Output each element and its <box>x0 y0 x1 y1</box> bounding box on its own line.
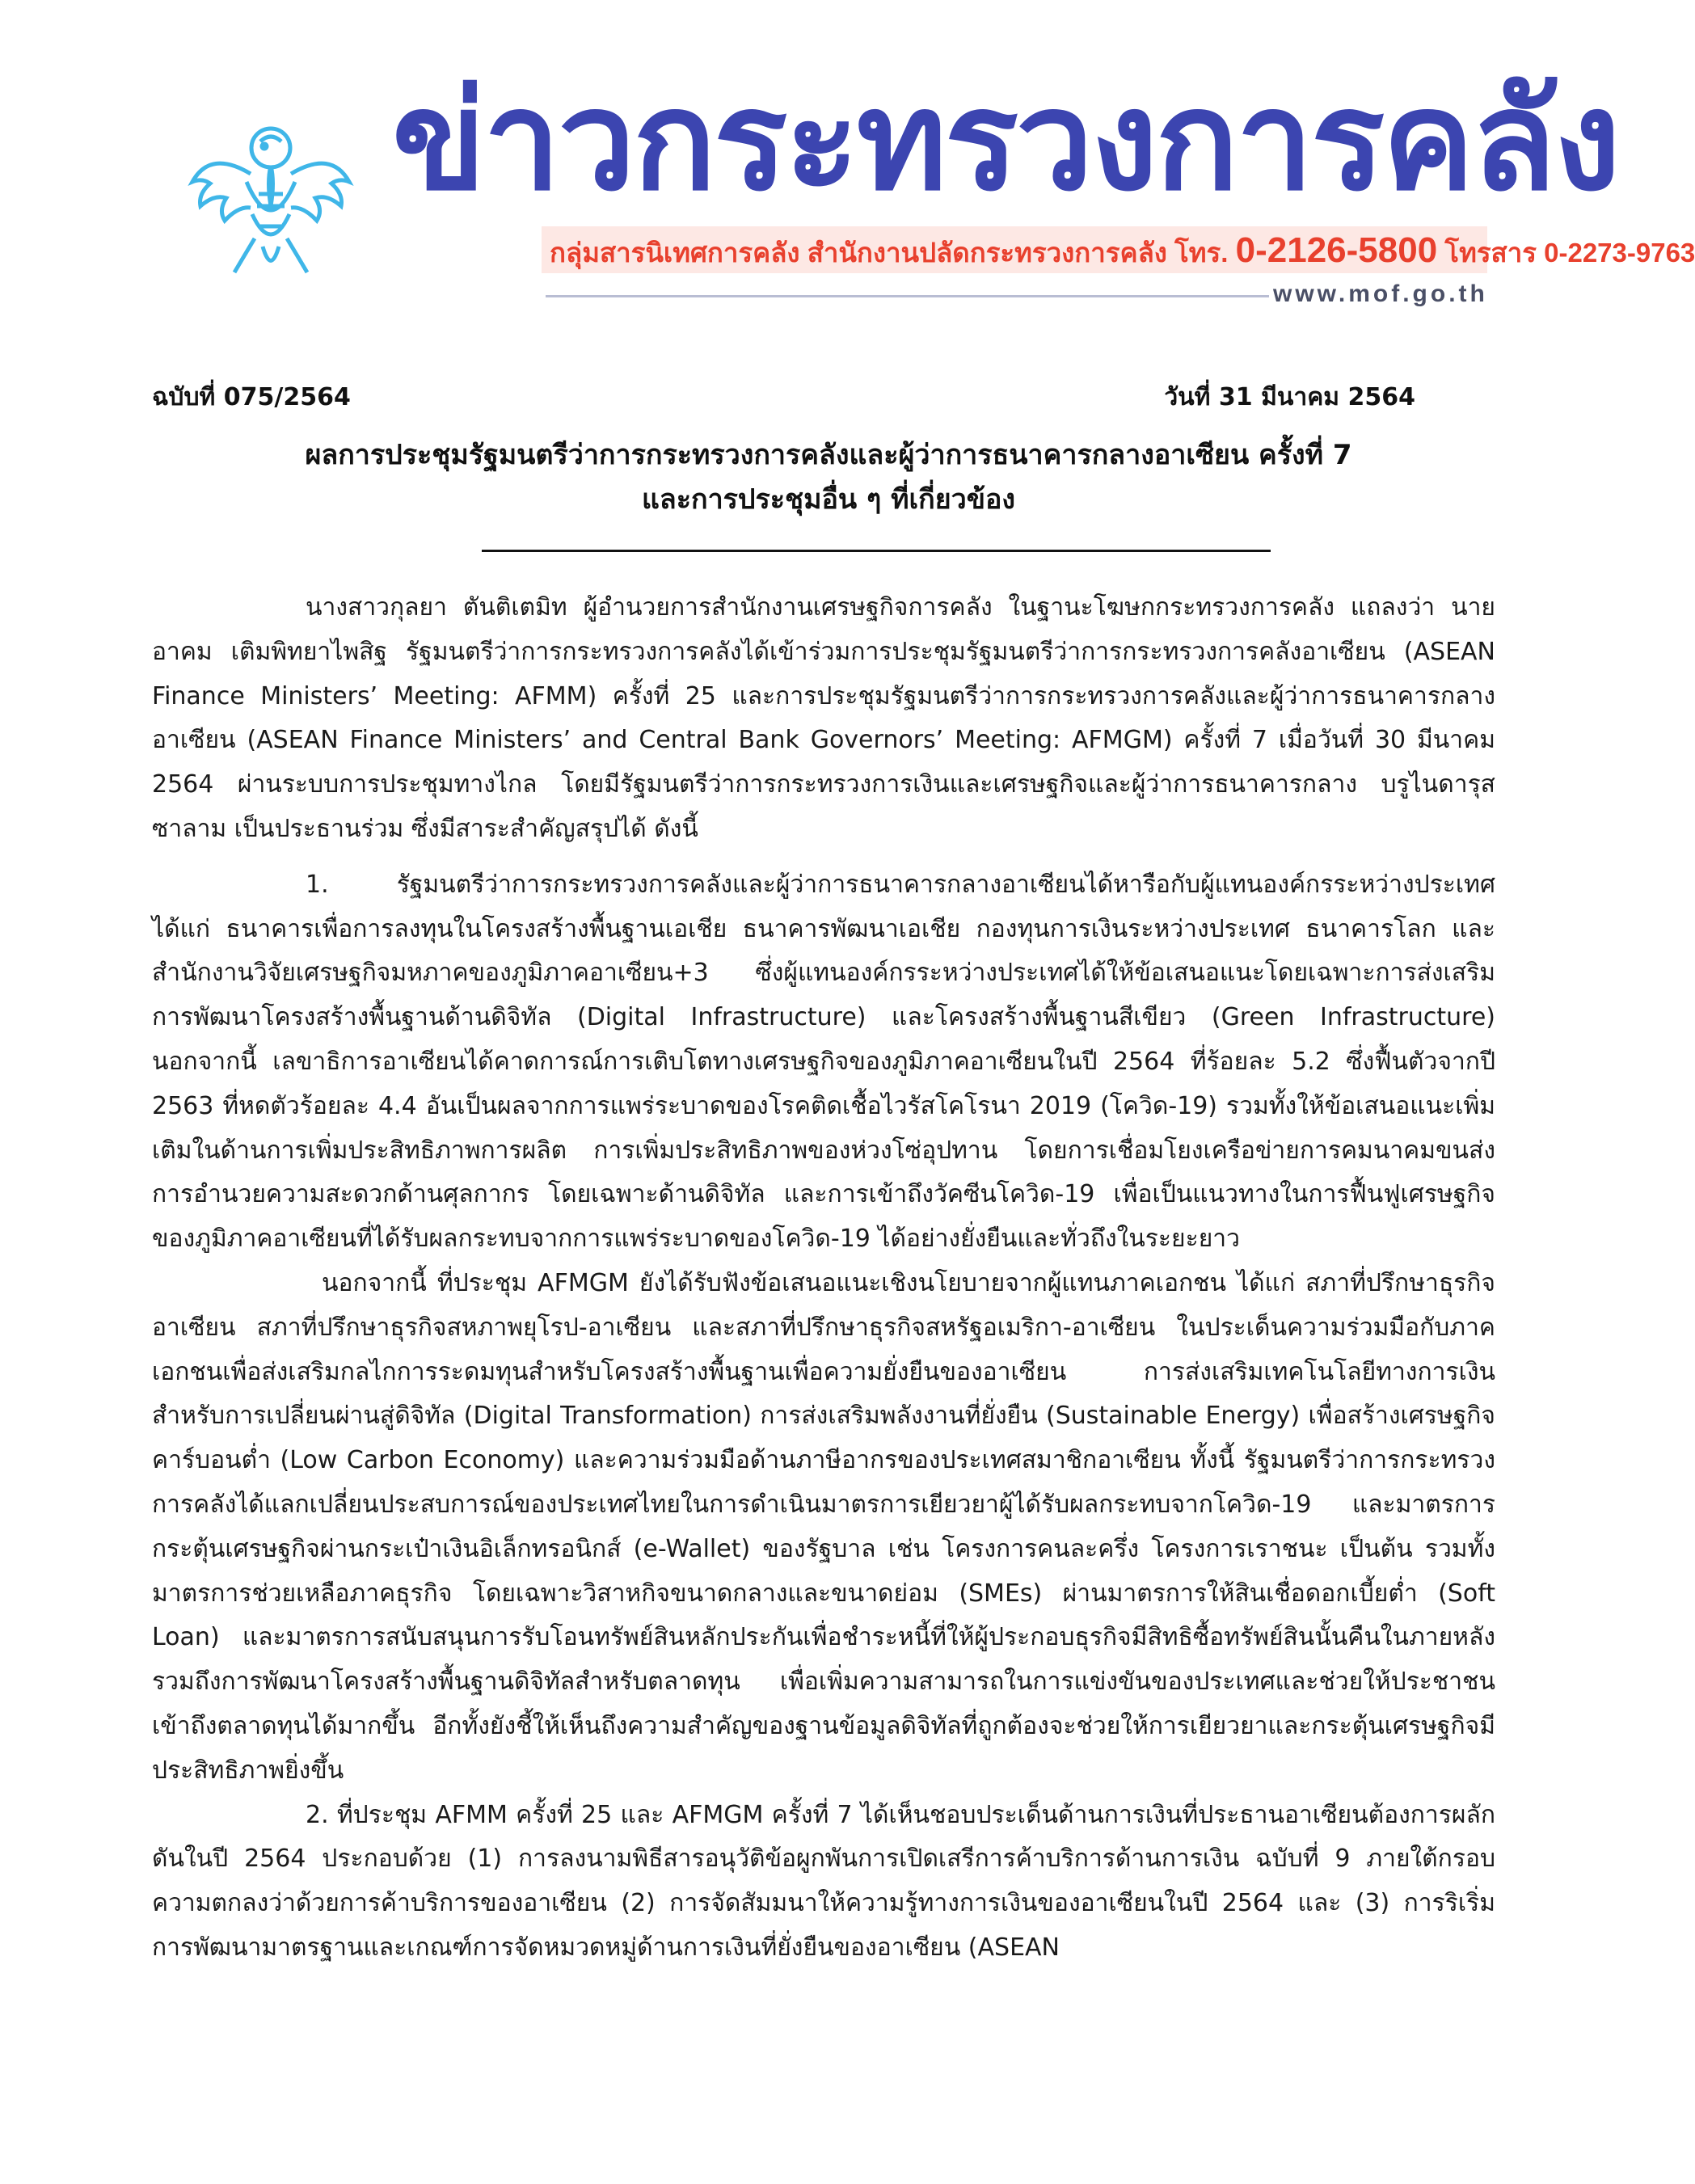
garuda-emblem-icon <box>186 117 356 279</box>
contact-line <box>550 230 1695 274</box>
issue-number: ฉบับที่ 075/2564 <box>152 383 351 411</box>
paragraph-intro: นางสาวกุลยา ตันติเตมิท ผู้อำนวยการสำนักงานเศรษฐกิจการคลัง ในฐานะโฆษกกระทรวงการคลัง แถลงว่า นายอาคม เติมพิทยาไพสิฐ รัฐมนตรีว่าการกระทรวงการคลังได้เข้าร่วมการประชุมรัฐมนตรีว่าการกระทรวงการคลังอาเซียน (ASEAN Finance Ministers’ Meeting: AFMM) ครั้งที่ 25 และการประชุมรัฐมนตรีว่าการกระทรวงการคลังและผู้ว่าการธนาคารกลางอาเซียน (ASEAN Finance Ministers’ and Central Bank Governors’ Meeting: AFMGM) ครั้งที่ 7 เมื่อวันที่ 30 มีนาคม 2564 ผ่านระบบการประชุมทางไกล โดยมีรัฐมนตรีว่าการกระทรวงการเงินและเศรษฐกิจและผู้ว่าการธนาคารกลาง บรูไนดารุสซาลาม เป็นประธานร่วม ซึ่งมีสาระสำคัญสรุปได้ ดังนี้ <box>152 593 1495 843</box>
fax-number: โทรสาร 0-2273-9763 <box>1444 238 1695 268</box>
document-title-line-1: ผลการประชุมรัฐมนตรีว่าการกระทรวงการคลังและผู้ว่าการธนาคารกลางอาเซียน ครั้งที่ 7 <box>305 439 1352 471</box>
phone-number: 0-2126-5800 <box>1235 230 1438 270</box>
paragraph-item-1: 1. รัฐมนตรีว่าการกระทรวงการคลังและผู้ว่าการธนาคารกลางอาเซียนได้หารือกับผู้แทนองค์กรระหว่างประเทศ ได้แก่ ธนาคารเพื่อการลงทุนในโครงสร้างพื้นฐานเอเชีย ธนาคารพัฒนาเอเชีย กองทุนการเงินระหว่างประเทศ ธนาคารโลก และสำนักงานวิจัยเศรษฐกิจมหภาคของภูมิภาคอาเซียน+3 ซึ่งผู้แทนองค์กรระหว่างประเทศได้ให้ข้อเสนอแนะโดยเฉพาะการส่งเสริมการพัฒนาโครงสร้างพื้นฐานด้านดิจิทัล (Digital Infrastructure) และโครงสร้างพื้นฐานสีเขียว (Green Infrastructure) นอกจากนี้ เลขาธิการอาเซียนได้คาดการณ์การเติบโตทางเศรษฐกิจของภูมิภาคอาเซียนในปี 2564 ที่ร้อยละ 5.2 ซึ่งฟื้นตัวจากปี 2563 ที่หดตัวร้อยละ 4.4 อันเป็นผลจากการแพร่ระบาดของโรคติดเชื้อไวรัสโคโรนา 2019 (โควิด-19) รวมทั้งให้ข้อเสนอแนะเพิ่มเติมในด้านการเพิ่มประสิทธิภาพการผลิต การเพิ่มประสิทธิภาพของห่วงโซ่อุปทาน โดยการเชื่อมโยงเครือข่ายการคมนาคมขนส่ง การอำนวยความสะดวกด้านศุลกากร โดยเฉพาะด้านดิจิทัล และการเข้าถึงวัคซีนโควิด-19 เพื่อเป็นแนวทางในการฟื้นฟูเศรษฐกิจของภูมิภาคอาเซียนที่ได้รับผลกระทบจากการแพร่ระบาดของโควิด-19 ได้อย่างยั่งยืนและทั่วถึงในระยะยาว <box>152 870 1496 1254</box>
contact-office: กลุ่มสารนิเทศการคลัง สำนักงานปลัดกระทรวงการคลัง โทร. <box>550 238 1229 268</box>
title-underline <box>482 550 1271 552</box>
paragraph-item-1-continued: นอกจากนี้ ที่ประชุม AFMGM ยังได้รับฟังข้อเสนอแนะเชิงนโยบายจากผู้แทนภาคเอกชน ได้แก่ สภาที่ปรึกษาธุรกิจอาเซียน สภาที่ปรึกษาธุรกิจสหภาพยุโรป-อาเซียน และสภาที่ปรึกษาธุรกิจสหรัฐอเมริกา-อาเซียน ในประเด็นความร่วมมือกับภาคเอกชนเพื่อส่งเสริมกลไกการระดมทุนสำหรับโครงสร้างพื้นฐานเพื่อความยั่งยืนของอาเซียน การส่งเสริมเทคโนโลยีทางการเงินสำหรับการเปลี่ยนผ่านสู่ดิจิทัล (Digital Transformation) การส่งเสริมพลังงานที่ยั่งยืน (Sustainable Energy) เพื่อสร้างเศรษฐกิจคาร์บอนต่ำ (Low Carbon Economy) และความร่วมมือด้านภาษีอากรของประเทศสมาชิกอาเซียน ทั้งนี้ รัฐมนตรีว่าการกระทรวงการคลังได้แลกเปลี่ยนประสบการณ์ของประเทศไทยในการดำเนินมาตรการเยียวยาผู้ได้รับผลกระทบจากโควิด-19 และมาตรการกระตุ้นเศรษฐกิจผ่านกระเป๋าเงินอิเล็กทรอนิกส์ (e-Wallet) ของรัฐบาล เช่น โครงการคนละครึ่ง โครงการเราชนะ เป็นต้น รวมทั้งมาตรการช่วยเหลือภาคธุรกิจ โดยเฉพาะวิสาหกิจขนาดกลางและขนาดย่อม (SMEs) ผ่านมาตรการให้สินเชื่อดอกเบี้ยต่ำ (Soft Loan) และมาตรการสนับสนุนการรับโอนทรัพย์สินหลักประกันเพื่อชำระหนี้ที่ให้ผู้ประกอบธุรกิจมีสิทธิซื้อทรัพย์สินนั้นคืนในภายหลัง รวมถึงการพัฒนาโครงสร้างพื้นฐานดิจิทัลสำหรับตลาดทุน เพื่อเพิ่มความสามารถในการแข่งขันของประเทศและช่วยให้ประชาชนเข้าถึงตลาดทุนได้มากขึ้น อีกทั้งยังชี้ให้เห็นถึงความสำคัญของฐานข้อมูลดิจิทัลที่ถูกต้องจะช่วยให้การเยียวยาและกระตุ้นเศรษฐกิจมีประสิทธิภาพยิ่งขึ้น <box>152 1268 1495 1785</box>
masthead <box>186 61 1695 319</box>
masthead-title: ข่าวกระทรวงการคลัง <box>392 61 1619 221</box>
issue-date: วันที่ 31 มีนาคม 2564 <box>1164 383 1415 411</box>
document-title-line-2: และการประชุมอื่น ๆ ที่เกี่ยวข้อง <box>641 483 1016 516</box>
paragraph-item-2: 2. ที่ประชุม AFMM ครั้งที่ 25 และ AFMGM ครั้งที่ 7 ได้เห็นชอบประเด็นด้านการเงินที่ประธานอาเซียนต้องการผลักดันในปี 2564 ประกอบด้วย (1) การลงนามพิธีสารอนุวัติข้อผูกพันการเปิดเสรีการค้าบริการด้านการเงิน ฉบับที่ 9 ภายใต้กรอบความตกลงว่าด้วยการค้าบริการของอาเซียน (2) การจัดสัมมนาให้ความรู้ทางการเงินของอาเซียนในปี 2564 และ (3) การริเริ่มการพัฒนามาตรฐานและเกณฑ์การจัดหมวดหมู่ด้านการเงินที่ยั่งยืนของอาเซียน (ASEAN <box>152 1800 1495 1962</box>
header-divider <box>546 295 1269 297</box>
website-url: www.mof.go.th <box>1273 280 1488 307</box>
document-body <box>152 586 1495 1971</box>
